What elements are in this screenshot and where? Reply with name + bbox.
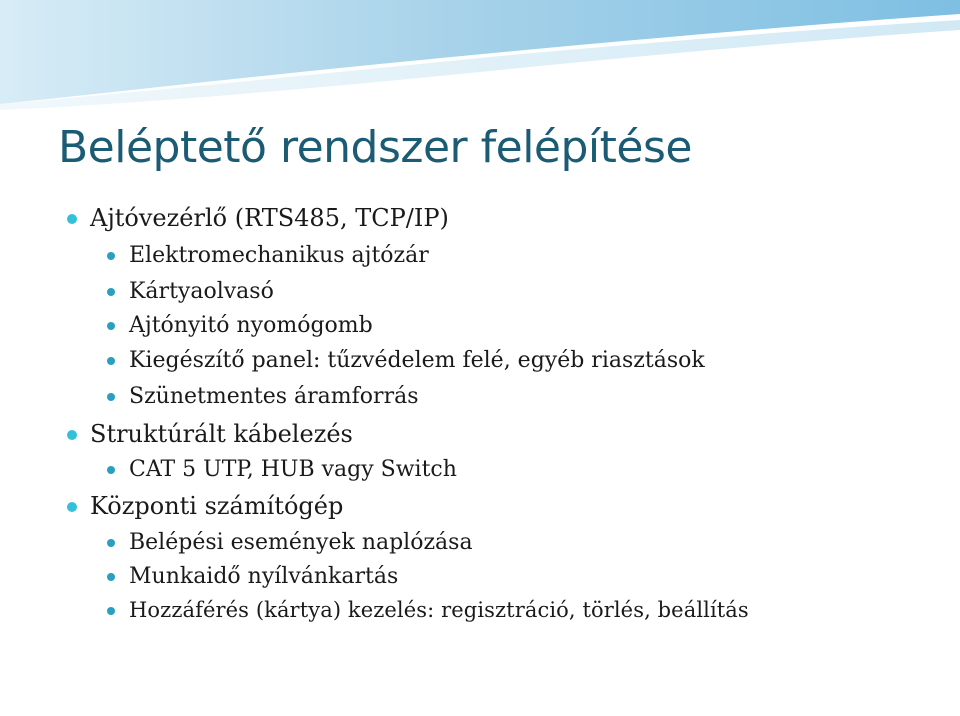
bullet-dot-icon bbox=[107, 288, 115, 296]
bullet-text: Elektromechanikus ajtózár bbox=[129, 243, 429, 268]
bullet-text: CAT 5 UTP, HUB vagy Switch bbox=[129, 457, 457, 482]
slide-title: Beléptető rendszer felépítése bbox=[58, 122, 692, 173]
bullet-text: Kiegészítő panel: tűzvédelem felé, egyéb riasztások bbox=[129, 348, 705, 373]
bullet-dot-icon bbox=[107, 466, 115, 474]
bullet-text: Belépési események naplózása bbox=[129, 530, 473, 555]
bullet-dot-icon bbox=[67, 214, 77, 224]
bullet-text: Munkaidő nyílvánkartás bbox=[129, 564, 399, 589]
bullet-item-ups bbox=[129, 386, 419, 408]
bullet-item-cat5-utp bbox=[129, 459, 457, 481]
bullet-text: Ajtónyitó nyomógomb bbox=[129, 313, 373, 338]
bullet-dot-icon bbox=[107, 573, 115, 581]
bullet-text: Kártyaolvasó bbox=[129, 279, 274, 304]
bullet-item-electromechanical-lock bbox=[129, 245, 429, 267]
bullet-text: Szünetmentes áramforrás bbox=[129, 384, 419, 409]
bullet-dot-icon bbox=[107, 252, 115, 260]
bullet-dot-icon bbox=[107, 357, 115, 365]
bullet-text: Ajtóvezérlő (RTS485, TCP/IP) bbox=[90, 204, 449, 232]
bullet-item-extension-panel bbox=[129, 350, 705, 372]
bullet-dot-icon bbox=[67, 430, 77, 440]
bullet-dot-icon bbox=[107, 539, 115, 547]
bullet-dot-icon bbox=[107, 322, 115, 330]
bullet-item-access-management bbox=[129, 600, 749, 621]
bullet-item-central-computer bbox=[90, 494, 343, 518]
bullet-item-work-time-tracking bbox=[129, 566, 398, 588]
bullet-item-card-reader bbox=[129, 281, 274, 303]
bullet-dot-icon bbox=[67, 502, 77, 512]
bullet-dot-icon bbox=[107, 607, 115, 615]
bullet-item-door-controller bbox=[90, 206, 449, 230]
bullet-dot-icon bbox=[107, 393, 115, 401]
bullet-item-event-logging bbox=[129, 532, 473, 554]
bullet-text: Struktúrált kábelezés bbox=[90, 420, 353, 448]
bullet-text: Hozzáférés (kártya) kezelés: regisztráció, törlés, beállítás bbox=[129, 598, 749, 622]
bullet-item-door-open-button bbox=[129, 315, 373, 337]
bullet-text: Központi számítógép bbox=[90, 492, 344, 520]
bullet-item-structured-cabling bbox=[90, 422, 353, 446]
